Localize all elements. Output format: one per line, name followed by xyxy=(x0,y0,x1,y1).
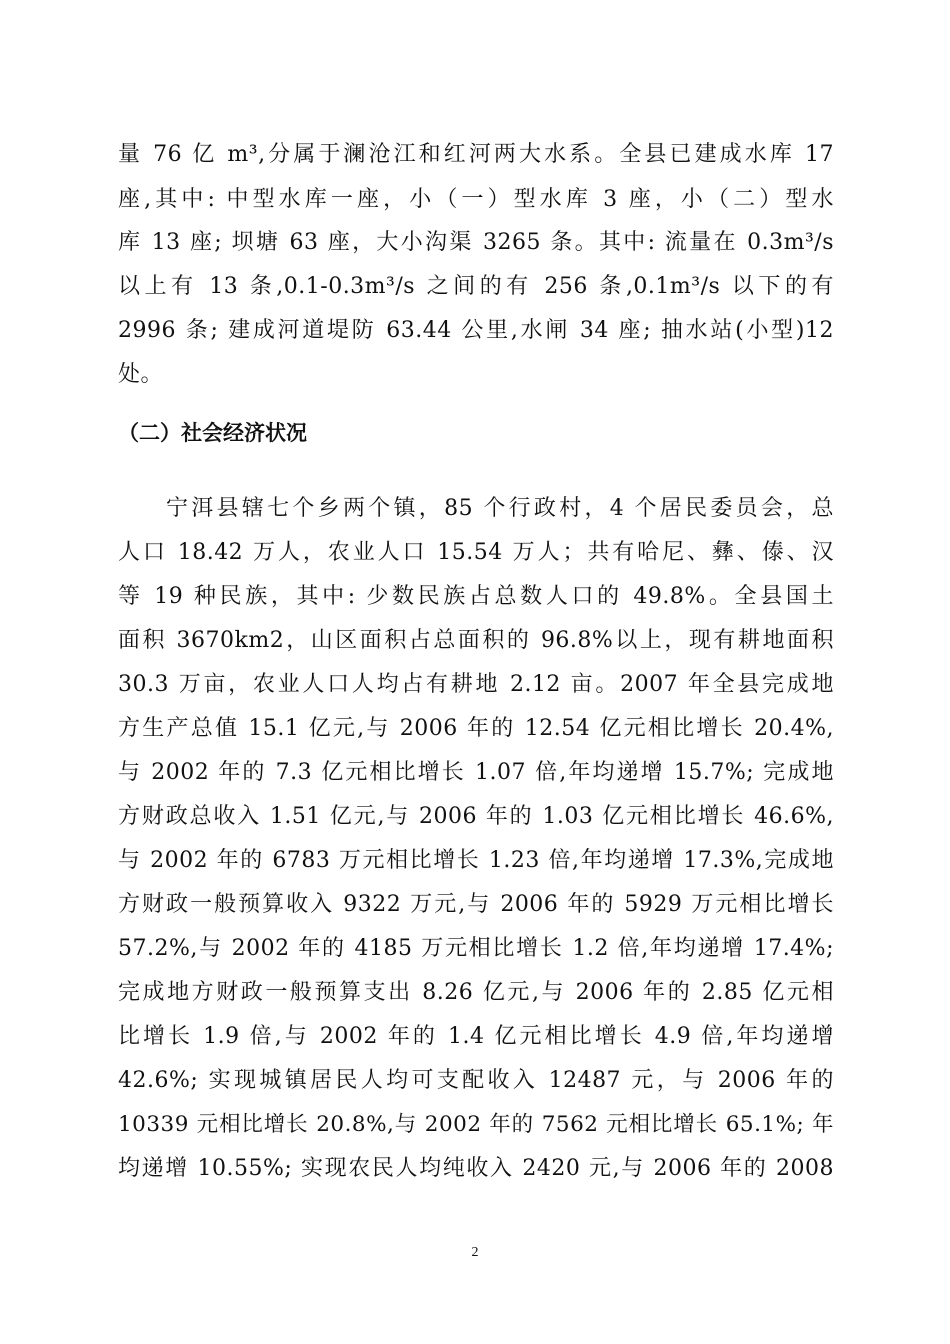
text-line: 10339 元相比增长 20.8%,与 2002 年的 7562 元相比增长 65.1%; 年 xyxy=(118,1112,834,1137)
text-line: 方生产总值 15.1 亿元,与 2006 年的 12.54 亿元相比增长 20.4%, xyxy=(118,716,834,741)
text-line: 宁洱县辖七个乡两个镇，85 个行政村，4 个居民委员会，总 xyxy=(166,496,834,521)
page-number: 2 xyxy=(471,1245,479,1260)
text-line: 库 13 座; 坝塘 63 座，大小沟渠 3265 条。其中: 流量在 0.3m³/s xyxy=(118,230,834,255)
text-line: 完成地方财政一般预算支出 8.26 亿元,与 2006 年的 2.85 亿元相 xyxy=(118,980,834,1005)
text-line: 比增长 1.9 倍,与 2002 年的 1.4 亿元相比增长 4.9 倍,年均递增 xyxy=(118,1024,834,1049)
text-line: 等 19 种民族，其中: 少数民族占总数人口的 49.8%。全县国土 xyxy=(118,584,834,609)
text-line: 方财政一般预算收入 9322 万元,与 2006 年的 5929 万元相比增长 xyxy=(118,892,834,917)
text-line: 座,其中: 中型水库一座，小（一）型水库 3 座，小（二）型水 xyxy=(118,187,834,212)
text-line: 量 76 亿 m³,分属于澜沧江和红河两大水系。全县已建成水库 17 xyxy=(118,142,834,167)
text-line: 42.6%; 实现城镇居民人均可支配收入 12487 元，与 2006 年的 xyxy=(118,1068,834,1093)
text-line: 2996 条; 建成河道堤防 63.44 公里,水闸 34 座; 抽水站(小型)12 xyxy=(118,318,834,343)
text-line: 与 2002 年的 7.3 亿元相比增长 1.07 倍,年均递增 15.7%; 完成地 xyxy=(118,760,834,785)
text-line: 57.2%,与 2002 年的 4185 万元相比增长 1.2 倍,年均递增 17.4%; xyxy=(118,936,834,961)
text-line: 以上有 13 条,0.1-0.3m³/s 之间的有 256 条,0.1m³/s 以下的有 xyxy=(118,274,834,299)
section-heading: （二）社会经济状况 xyxy=(118,421,307,445)
text-line: 与 2002 年的 6783 万元相比增长 1.23 倍,年均递增 17.3%,完成地 xyxy=(118,848,834,873)
text-line: 处。 xyxy=(118,362,164,387)
text-line: 人口 18.42 万人，农业人口 15.54 万人；共有哈尼、彝、傣、汉 xyxy=(118,540,834,565)
text-line: 均递增 10.55%; 实现农民人均纯收入 2420 元,与 2006 年的 2008 xyxy=(118,1156,834,1181)
text-line: 面积 3670km2，山区面积占总面积的 96.8%以上，现有耕地面积 xyxy=(118,628,834,653)
text-line: 方财政总收入 1.51 亿元,与 2006 年的 1.03 亿元相比增长 46.6%, xyxy=(118,804,834,829)
text-line: 30.3 万亩，农业人口人均占有耕地 2.12 亩。2007 年全县完成地 xyxy=(118,672,834,697)
